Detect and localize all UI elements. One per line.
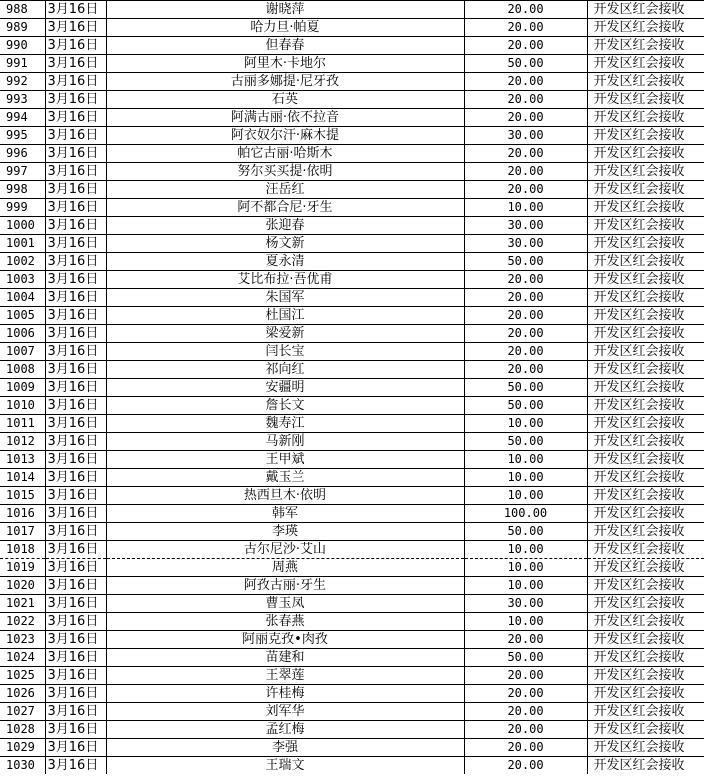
table-row (0, 109, 704, 127)
row-number: 1001 (0, 235, 45, 253)
amount-cell: 20.00 (464, 19, 587, 37)
row-number: 1005 (0, 307, 45, 325)
receiver-cell: 开发区红会接收 (587, 397, 704, 415)
donor-name: 帕它古丽·哈斯木 (106, 145, 464, 163)
receiver-cell: 开发区红会接收 (587, 271, 704, 289)
table-row (0, 73, 704, 91)
row-number: 1002 (0, 253, 45, 271)
receiver-cell: 开发区红会接收 (587, 469, 704, 487)
table-row (0, 397, 704, 415)
receiver-cell: 开发区红会接收 (587, 91, 704, 109)
row-number: 998 (0, 181, 45, 199)
receiver-cell: 开发区红会接收 (587, 181, 704, 199)
date-cell: 3月16日 (45, 469, 106, 487)
table-row (0, 91, 704, 109)
table-row (0, 361, 704, 379)
receiver-cell: 开发区红会接收 (587, 109, 704, 127)
amount-cell: 20.00 (464, 685, 587, 703)
table-row (0, 505, 704, 523)
amount-cell: 10.00 (464, 541, 587, 559)
table-row (0, 163, 704, 181)
donor-name: 孟红梅 (106, 721, 464, 739)
table-row (0, 649, 704, 667)
donor-name: 阿丽克孜•肉孜 (106, 631, 464, 649)
amount-cell: 30.00 (464, 595, 587, 613)
receiver-cell: 开发区红会接收 (587, 433, 704, 451)
date-cell: 3月16日 (45, 307, 106, 325)
donor-name: 李强 (106, 739, 464, 757)
date-cell: 3月16日 (45, 595, 106, 613)
date-cell: 3月16日 (45, 631, 106, 649)
row-number: 1025 (0, 667, 45, 685)
receiver-cell: 开发区红会接收 (587, 1, 704, 19)
row-number: 991 (0, 55, 45, 73)
receiver-cell: 开发区红会接收 (587, 505, 704, 523)
row-number: 1003 (0, 271, 45, 289)
donor-name: 热西旦木·依明 (106, 487, 464, 505)
donor-name: 阿衣奴尔汗·麻木提 (106, 127, 464, 145)
date-cell: 3月16日 (45, 253, 106, 271)
row-number: 993 (0, 91, 45, 109)
receiver-cell: 开发区红会接收 (587, 253, 704, 271)
date-cell: 3月16日 (45, 73, 106, 91)
row-number: 1011 (0, 415, 45, 433)
date-cell: 3月16日 (45, 55, 106, 73)
donor-name: 许桂梅 (106, 685, 464, 703)
donor-name: 詹长文 (106, 397, 464, 415)
date-cell: 3月16日 (45, 757, 106, 775)
row-number: 1021 (0, 595, 45, 613)
row-number: 1026 (0, 685, 45, 703)
table-row (0, 19, 704, 37)
amount-cell: 10.00 (464, 451, 587, 469)
row-number: 999 (0, 199, 45, 217)
receiver-cell: 开发区红会接收 (587, 325, 704, 343)
receiver-cell: 开发区红会接收 (587, 523, 704, 541)
table-row (0, 595, 704, 613)
row-number: 1010 (0, 397, 45, 415)
date-cell: 3月16日 (45, 271, 106, 289)
table-row (0, 271, 704, 289)
row-number: 1009 (0, 379, 45, 397)
amount-cell: 20.00 (464, 667, 587, 685)
donor-name: 张春燕 (106, 613, 464, 631)
date-cell: 3月16日 (45, 487, 106, 505)
table-row (0, 703, 704, 721)
donor-name: 闫长宝 (106, 343, 464, 361)
donor-name: 苗建和 (106, 649, 464, 667)
row-number: 1016 (0, 505, 45, 523)
amount-cell: 50.00 (464, 433, 587, 451)
table-row (0, 433, 704, 451)
amount-cell: 20.00 (464, 631, 587, 649)
date-cell: 3月16日 (45, 127, 106, 145)
table-row (0, 253, 704, 271)
date-cell: 3月16日 (45, 199, 106, 217)
amount-cell: 20.00 (464, 739, 587, 757)
donor-name: 努尔买买提·依明 (106, 163, 464, 181)
receiver-cell: 开发区红会接收 (587, 199, 704, 217)
date-cell: 3月16日 (45, 433, 106, 451)
date-cell: 3月16日 (45, 163, 106, 181)
receiver-cell: 开发区红会接收 (587, 703, 704, 721)
table-row (0, 1, 704, 19)
row-number: 994 (0, 109, 45, 127)
donor-name: 艾比布拉·吾优甫 (106, 271, 464, 289)
table-row (0, 721, 704, 739)
amount-cell: 20.00 (464, 163, 587, 181)
amount-cell: 20.00 (464, 1, 587, 19)
receiver-cell: 开发区红会接收 (587, 379, 704, 397)
amount-cell: 50.00 (464, 523, 587, 541)
row-number: 988 (0, 1, 45, 19)
date-cell: 3月16日 (45, 181, 106, 199)
table-row (0, 235, 704, 253)
table-row (0, 739, 704, 757)
date-cell: 3月16日 (45, 415, 106, 433)
table-row (0, 181, 704, 199)
donor-name: 王翠莲 (106, 667, 464, 685)
row-number: 1017 (0, 523, 45, 541)
table-row (0, 487, 704, 505)
table-row (0, 577, 704, 595)
donor-name: 周燕 (106, 559, 464, 577)
table-row (0, 757, 704, 775)
row-number: 1015 (0, 487, 45, 505)
donor-name: 韩军 (106, 505, 464, 523)
donor-name: 李瑛 (106, 523, 464, 541)
receiver-cell: 开发区红会接收 (587, 235, 704, 253)
amount-cell: 10.00 (464, 559, 587, 577)
date-cell: 3月16日 (45, 613, 106, 631)
amount-cell: 10.00 (464, 469, 587, 487)
receiver-cell: 开发区红会接收 (587, 559, 704, 577)
row-number: 1006 (0, 325, 45, 343)
donor-name: 祁向红 (106, 361, 464, 379)
date-cell: 3月16日 (45, 19, 106, 37)
donor-name: 谢晓萍 (106, 1, 464, 19)
row-number: 1024 (0, 649, 45, 667)
table-row (0, 343, 704, 361)
receiver-cell: 开发区红会接收 (587, 127, 704, 145)
table-row (0, 127, 704, 145)
row-number: 1018 (0, 541, 45, 559)
row-number: 1027 (0, 703, 45, 721)
amount-cell: 30.00 (464, 127, 587, 145)
date-cell: 3月16日 (45, 145, 106, 163)
receiver-cell: 开发区红会接收 (587, 613, 704, 631)
table-row (0, 145, 704, 163)
receiver-cell: 开发区红会接收 (587, 541, 704, 559)
amount-cell: 50.00 (464, 649, 587, 667)
amount-cell: 10.00 (464, 199, 587, 217)
table-row (0, 451, 704, 469)
receiver-cell: 开发区红会接收 (587, 73, 704, 91)
row-number: 1000 (0, 217, 45, 235)
table-row (0, 307, 704, 325)
receiver-cell: 开发区红会接收 (587, 361, 704, 379)
date-cell: 3月16日 (45, 685, 106, 703)
receiver-cell: 开发区红会接收 (587, 487, 704, 505)
date-cell: 3月16日 (45, 451, 106, 469)
donor-name: 杜国江 (106, 307, 464, 325)
donor-name: 马新刚 (106, 433, 464, 451)
table-row (0, 217, 704, 235)
row-number: 1014 (0, 469, 45, 487)
date-cell: 3月16日 (45, 235, 106, 253)
date-cell: 3月16日 (45, 721, 106, 739)
row-number: 997 (0, 163, 45, 181)
receiver-cell: 开发区红会接收 (587, 19, 704, 37)
donor-name: 张迎春 (106, 217, 464, 235)
receiver-cell: 开发区红会接收 (587, 343, 704, 361)
date-cell: 3月16日 (45, 505, 106, 523)
date-cell: 3月16日 (45, 667, 106, 685)
date-cell: 3月16日 (45, 343, 106, 361)
donor-name: 王瑞文 (106, 757, 464, 775)
donor-name: 古尔尼沙·艾山 (106, 541, 464, 559)
amount-cell: 50.00 (464, 397, 587, 415)
row-number: 1007 (0, 343, 45, 361)
row-number: 996 (0, 145, 45, 163)
table-row (0, 559, 704, 577)
table-row (0, 613, 704, 631)
amount-cell: 20.00 (464, 325, 587, 343)
date-cell: 3月16日 (45, 217, 106, 235)
donor-name: 夏永清 (106, 253, 464, 271)
donor-name: 阿满古丽·依不拉音 (106, 109, 464, 127)
date-cell: 3月16日 (45, 325, 106, 343)
row-number: 1019 (0, 559, 45, 577)
receiver-cell: 开发区红会接收 (587, 649, 704, 667)
date-cell: 3月16日 (45, 109, 106, 127)
table-row (0, 523, 704, 541)
amount-cell: 20.00 (464, 289, 587, 307)
amount-cell: 20.00 (464, 361, 587, 379)
receiver-cell: 开发区红会接收 (587, 577, 704, 595)
amount-cell: 20.00 (464, 721, 587, 739)
row-number: 1008 (0, 361, 45, 379)
donor-name: 戴玉兰 (106, 469, 464, 487)
receiver-cell: 开发区红会接收 (587, 145, 704, 163)
amount-cell: 30.00 (464, 217, 587, 235)
donor-name: 曹玉凤 (106, 595, 464, 613)
table-row (0, 55, 704, 73)
date-cell: 3月16日 (45, 541, 106, 559)
receiver-cell: 开发区红会接收 (587, 217, 704, 235)
amount-cell: 20.00 (464, 91, 587, 109)
table-row (0, 469, 704, 487)
date-cell: 3月16日 (45, 739, 106, 757)
row-number: 1030 (0, 757, 45, 775)
receiver-cell: 开发区红会接收 (587, 685, 704, 703)
amount-cell: 10.00 (464, 415, 587, 433)
donor-name: 阿不都合尼·牙生 (106, 199, 464, 217)
donor-name: 安疆明 (106, 379, 464, 397)
donor-name: 古丽多娜提·尼牙孜 (106, 73, 464, 91)
date-cell: 3月16日 (45, 703, 106, 721)
receiver-cell: 开发区红会接收 (587, 631, 704, 649)
row-number: 1013 (0, 451, 45, 469)
row-number: 1022 (0, 613, 45, 631)
row-number: 992 (0, 73, 45, 91)
receiver-cell: 开发区红会接收 (587, 667, 704, 685)
receiver-cell: 开发区红会接收 (587, 37, 704, 55)
donor-name: 梁爱新 (106, 325, 464, 343)
row-number: 989 (0, 19, 45, 37)
amount-cell: 20.00 (464, 37, 587, 55)
receiver-cell: 开发区红会接收 (587, 163, 704, 181)
receiver-cell: 开发区红会接收 (587, 595, 704, 613)
donor-name: 刘军华 (106, 703, 464, 721)
donor-name: 王甲斌 (106, 451, 464, 469)
date-cell: 3月16日 (45, 523, 106, 541)
donor-name: 但春春 (106, 37, 464, 55)
amount-cell: 10.00 (464, 487, 587, 505)
date-cell: 3月16日 (45, 1, 106, 19)
amount-cell: 20.00 (464, 145, 587, 163)
donor-name: 汪岳红 (106, 181, 464, 199)
row-number: 1012 (0, 433, 45, 451)
row-number: 1020 (0, 577, 45, 595)
date-cell: 3月16日 (45, 37, 106, 55)
receiver-cell: 开发区红会接收 (587, 415, 704, 433)
table-row (0, 631, 704, 649)
amount-cell: 10.00 (464, 577, 587, 595)
table-row (0, 667, 704, 685)
date-cell: 3月16日 (45, 559, 106, 577)
donor-name: 石英 (106, 91, 464, 109)
table-row (0, 37, 704, 55)
amount-cell: 10.00 (464, 613, 587, 631)
amount-cell: 50.00 (464, 253, 587, 271)
donation-table-body (0, 1, 704, 775)
row-number: 1023 (0, 631, 45, 649)
row-number: 1028 (0, 721, 45, 739)
amount-cell: 20.00 (464, 703, 587, 721)
amount-cell: 20.00 (464, 73, 587, 91)
date-cell: 3月16日 (45, 379, 106, 397)
date-cell: 3月16日 (45, 649, 106, 667)
receiver-cell: 开发区红会接收 (587, 307, 704, 325)
amount-cell: 20.00 (464, 109, 587, 127)
receiver-cell: 开发区红会接收 (587, 289, 704, 307)
donor-name: 朱国军 (106, 289, 464, 307)
date-cell: 3月16日 (45, 289, 106, 307)
amount-cell: 20.00 (464, 757, 587, 775)
amount-cell: 20.00 (464, 343, 587, 361)
amount-cell: 50.00 (464, 379, 587, 397)
amount-cell: 50.00 (464, 55, 587, 73)
donor-name: 杨文新 (106, 235, 464, 253)
table-row (0, 289, 704, 307)
receiver-cell: 开发区红会接收 (587, 451, 704, 469)
row-number: 1029 (0, 739, 45, 757)
amount-cell: 20.00 (464, 271, 587, 289)
donor-name: 魏寿江 (106, 415, 464, 433)
table-row (0, 325, 704, 343)
date-cell: 3月16日 (45, 397, 106, 415)
donor-name: 阿孜古丽·牙生 (106, 577, 464, 595)
table-row (0, 379, 704, 397)
date-cell: 3月16日 (45, 577, 106, 595)
amount-cell: 100.00 (464, 505, 587, 523)
table-row (0, 415, 704, 433)
row-number: 995 (0, 127, 45, 145)
date-cell: 3月16日 (45, 361, 106, 379)
row-number: 1004 (0, 289, 45, 307)
date-cell: 3月16日 (45, 91, 106, 109)
amount-cell: 20.00 (464, 181, 587, 199)
table-row (0, 199, 704, 217)
receiver-cell: 开发区红会接收 (587, 757, 704, 775)
table-row (0, 541, 704, 559)
receiver-cell: 开发区红会接收 (587, 739, 704, 757)
row-number: 990 (0, 37, 45, 55)
amount-cell: 30.00 (464, 235, 587, 253)
table-row (0, 685, 704, 703)
donor-name: 阿里木·卡地尔 (106, 55, 464, 73)
receiver-cell: 开发区红会接收 (587, 55, 704, 73)
receiver-cell: 开发区红会接收 (587, 721, 704, 739)
donor-name: 哈力旦·帕夏 (106, 19, 464, 37)
amount-cell: 20.00 (464, 307, 587, 325)
